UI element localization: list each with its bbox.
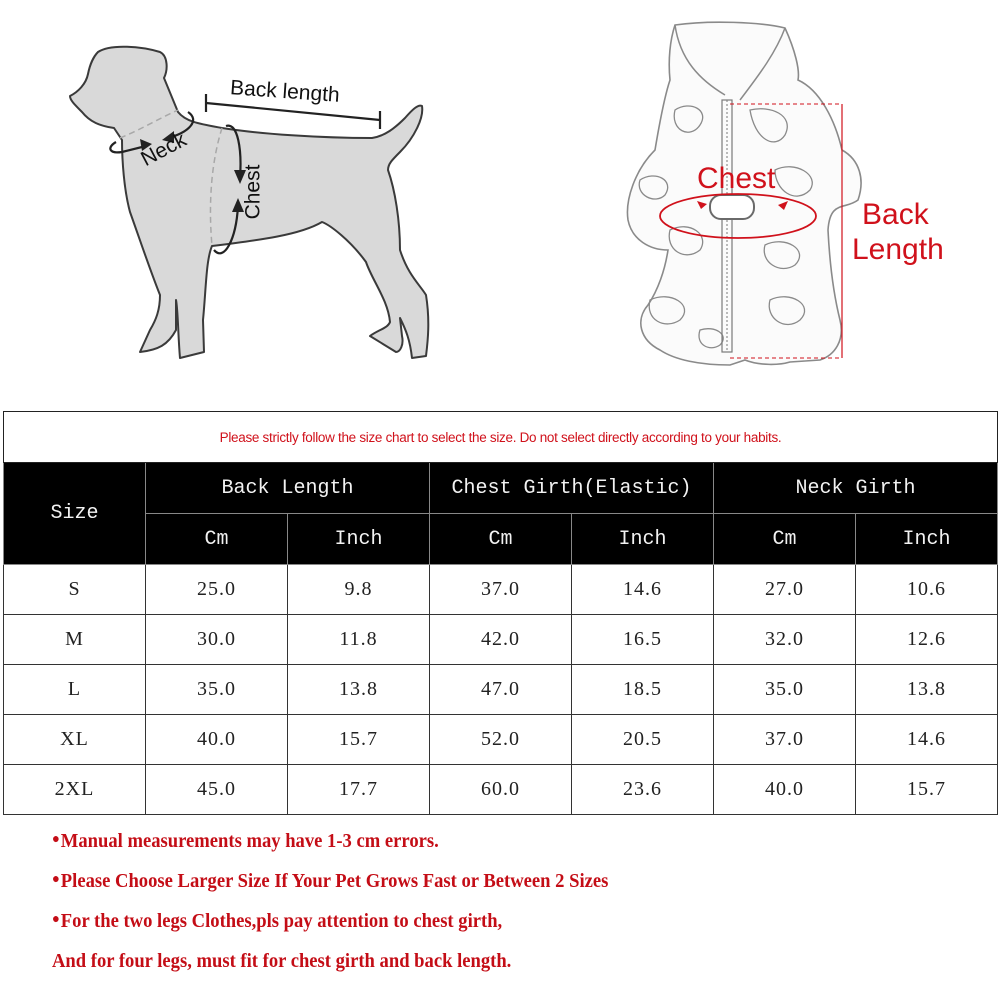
value-cell: 45.0 bbox=[146, 765, 288, 815]
header-back-length: Back Length bbox=[146, 463, 430, 514]
dog-measurement-illustration bbox=[0, 0, 500, 380]
value-cell: 47.0 bbox=[430, 665, 572, 715]
jacket-sketch-icon bbox=[580, 0, 1000, 380]
value-cell: 52.0 bbox=[430, 715, 572, 765]
header-unit-inch: Inch bbox=[288, 514, 430, 565]
value-cell: 15.7 bbox=[288, 715, 430, 765]
value-cell: 14.6 bbox=[572, 565, 714, 615]
value-cell: 13.8 bbox=[856, 665, 998, 715]
note-two-legs: ●For the two legs Clothes,pls pay attention to chest girth, bbox=[52, 906, 608, 946]
value-cell: 13.8 bbox=[288, 665, 430, 715]
table-row bbox=[4, 765, 998, 815]
value-cell: 35.0 bbox=[714, 665, 856, 715]
value-cell: 14.6 bbox=[856, 715, 998, 765]
value-cell: 20.5 bbox=[572, 715, 714, 765]
header-neck-girth: Neck Girth bbox=[714, 463, 998, 514]
header-unit-inch: Inch bbox=[572, 514, 714, 565]
value-cell: 23.6 bbox=[572, 765, 714, 815]
note-four-legs: And for four legs, must fit for chest girth and back length. bbox=[52, 950, 512, 972]
value-cell: 42.0 bbox=[430, 615, 572, 665]
value-cell: 18.5 bbox=[572, 665, 714, 715]
table-row bbox=[4, 565, 998, 615]
value-cell: 40.0 bbox=[714, 765, 856, 815]
header-unit-cm: Cm bbox=[430, 514, 572, 565]
header-unit-inch: Inch bbox=[856, 514, 998, 565]
value-cell: 12.6 bbox=[856, 615, 998, 665]
size-notice: Please strictly follow the size chart to select the size. Do not select directly according to your habits. bbox=[4, 412, 998, 463]
notice-row bbox=[4, 412, 998, 463]
value-cell: 10.6 bbox=[856, 565, 998, 615]
bullet-icon: ● bbox=[52, 912, 60, 928]
header-chest-girth: Chest Girth(Elastic) bbox=[430, 463, 714, 514]
table-row bbox=[4, 615, 998, 665]
back-length-label: Back length bbox=[229, 76, 341, 107]
header-unit-cm: Cm bbox=[146, 514, 288, 565]
bullet-icon: ● bbox=[52, 872, 60, 888]
jacket-measurement-illustration bbox=[580, 0, 1000, 380]
table-row bbox=[4, 715, 998, 765]
value-cell: 25.0 bbox=[146, 565, 288, 615]
value-cell: 11.8 bbox=[288, 615, 430, 665]
size-cell: S bbox=[4, 565, 146, 615]
table-row bbox=[4, 665, 998, 715]
value-cell: 37.0 bbox=[430, 565, 572, 615]
chest-label: Chest bbox=[241, 164, 265, 220]
jacket-length-label: Length bbox=[852, 233, 944, 266]
neck-label: Neck bbox=[137, 128, 191, 171]
value-cell: 40.0 bbox=[146, 715, 288, 765]
value-cell: 37.0 bbox=[714, 715, 856, 765]
value-cell: 30.0 bbox=[146, 615, 288, 665]
size-cell: 2XL bbox=[4, 765, 146, 815]
value-cell: 27.0 bbox=[714, 565, 856, 615]
header-row-units bbox=[4, 514, 998, 565]
jacket-back-label: Back bbox=[862, 198, 929, 231]
value-cell: 17.7 bbox=[288, 765, 430, 815]
header-unit-cm: Cm bbox=[714, 514, 856, 565]
value-cell: 9.8 bbox=[288, 565, 430, 615]
value-cell: 60.0 bbox=[430, 765, 572, 815]
value-cell: 16.5 bbox=[572, 615, 714, 665]
size-notes bbox=[52, 826, 650, 986]
jacket-chest-label: Chest bbox=[697, 162, 776, 195]
note-choose-larger: ●Please Choose Larger Size If Your Pet Grows Fast or Between 2 Sizes bbox=[52, 866, 608, 906]
note-measurement-error: ●Manual measurements may have 1-3 cm errors. bbox=[52, 826, 608, 866]
value-cell: 15.7 bbox=[856, 765, 998, 815]
bullet-icon: ● bbox=[52, 832, 60, 848]
size-cell: M bbox=[4, 615, 146, 665]
value-cell: 35.0 bbox=[146, 665, 288, 715]
size-chart-table bbox=[3, 411, 998, 815]
size-cell: L bbox=[4, 665, 146, 715]
size-cell: XL bbox=[4, 715, 146, 765]
header-row-groups bbox=[4, 463, 998, 514]
header-size: Size bbox=[4, 463, 146, 565]
value-cell: 32.0 bbox=[714, 615, 856, 665]
